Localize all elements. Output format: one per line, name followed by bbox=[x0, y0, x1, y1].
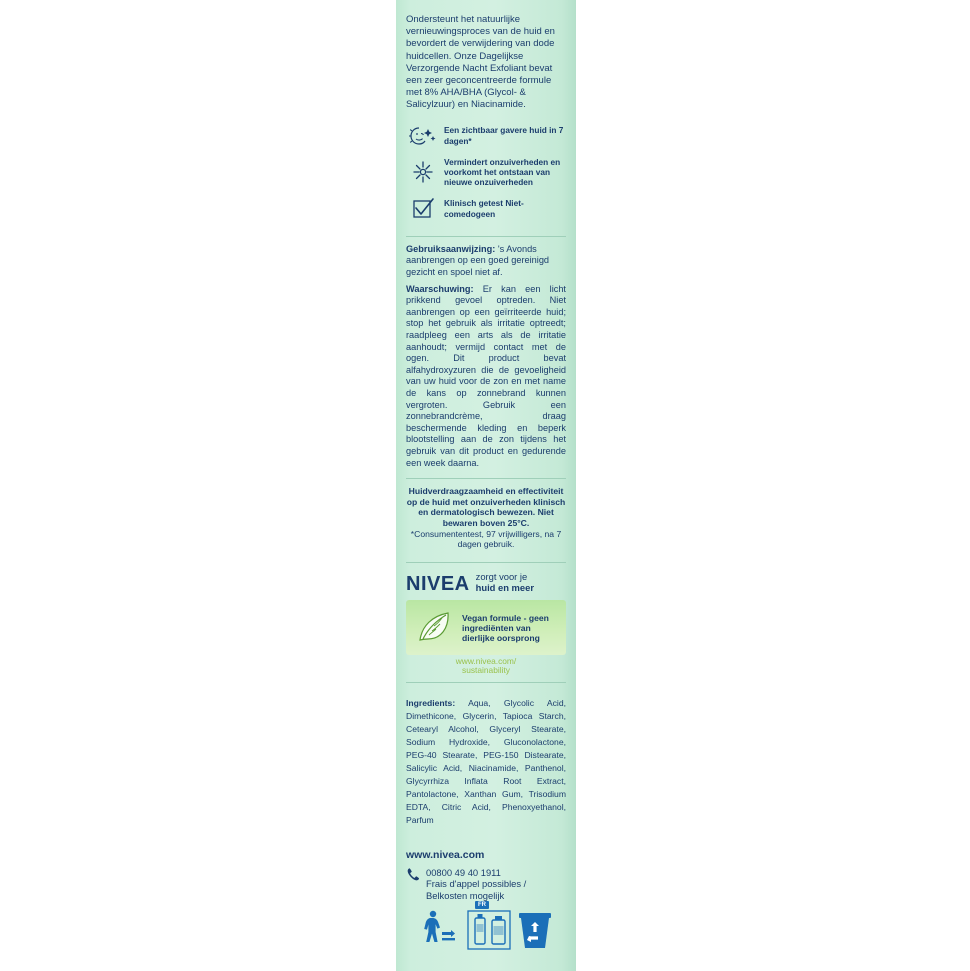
benefit-item bbox=[406, 123, 566, 149]
benefit-label: Vermindert onzuiverheden en voorkomt het ontstaan van nieuwe onzuiverheden bbox=[444, 156, 561, 188]
sun-burst-icon bbox=[406, 159, 440, 185]
recycling-bin-icon bbox=[518, 912, 552, 955]
ingredients-list bbox=[406, 697, 566, 827]
tidy-man-recycle-icon bbox=[420, 908, 460, 955]
nivea-claim-line2: huid en meer bbox=[475, 581, 534, 593]
sustainability-url[interactable] bbox=[406, 657, 566, 676]
website-url[interactable]: www.nivea.com bbox=[406, 848, 485, 861]
nivea-sustainability-panel bbox=[406, 562, 566, 683]
vegan-label: Vegan formule - geen ingrediënten van dierlijke oorsprong bbox=[462, 612, 549, 644]
benefits-list bbox=[406, 123, 566, 237]
product-carton-back-panel bbox=[396, 0, 576, 971]
clinical-footnote: *Consumententest, 97 vrijwilligers, na 7 dagen gebruik. bbox=[410, 528, 562, 550]
vegan-badge bbox=[406, 600, 566, 655]
usage-label: Gebruiksaanwijzing: bbox=[406, 243, 496, 254]
benefit-label: Klinisch getest Niet-comedogeen bbox=[444, 198, 524, 219]
contact-text bbox=[426, 867, 526, 902]
ingredients-label: Ingredients: bbox=[406, 697, 456, 708]
benefit-item bbox=[406, 196, 566, 222]
phone-note-line1: Frais d'appel possibles / bbox=[426, 878, 527, 890]
usage-instructions bbox=[406, 244, 566, 279]
phone-number: 00800 49 40 1911 bbox=[426, 866, 501, 878]
warning-text: Er kan een licht prikkend gevoel optreden. Niet aanbrengen op een geïrriteerde huid; stop het gebruik als irritatie optreedt; raadpleeg een arts als de irritatie aanhoudt; vermijd contact met de ogen. Dit product bevat alfahydroxyzuren die de gevoeligheid van uw huid voor de zon en met name de kans op zonnebrand kunnen vergroten. Gebruik een zonnebrandcrème, draag beschermende kleding en beperk blootstelling aan de zon tijdens het gebruik van dit product en gedurende een week daarna. bbox=[406, 283, 566, 468]
warning-text-block bbox=[406, 284, 566, 470]
ingredients-text: Aqua, Glycolic Acid, Dimethicone, Glycerin, Tapioca Starch, Cetearyl Alcohol, Glyceryl Stearate, Sodium Hydroxide, Gluconolactone, PEG-40 Stearate, PEG-150 Distearate, Salicylic Acid, Niacinamide, Panthenol, Glycyrrhiza Inflata Root Extract, Pantolactone, Xanthan Gum, Trisodium EDTA, Citric Acid, Phenoxyethanol, Parfum bbox=[406, 697, 566, 825]
sustainability-url-line2: sustainability bbox=[462, 665, 510, 676]
phone-note-line2: Belkosten mogelijk bbox=[426, 890, 505, 902]
nivea-logo: NIVEA bbox=[406, 572, 470, 595]
face-glow-icon bbox=[406, 123, 440, 149]
benefit-label: Een zichtbaar gavere huid in 7 dagen* bbox=[444, 125, 564, 146]
recycling-icons bbox=[406, 902, 566, 955]
nivea-claim bbox=[476, 571, 534, 594]
contact-block bbox=[406, 867, 566, 902]
benefit-item bbox=[406, 157, 566, 188]
country-tag-fr: FR bbox=[475, 901, 489, 909]
warning-label: Waarschuwing: bbox=[406, 283, 474, 294]
product-description: Ondersteunt het natuurlijke vernieuwingsproces van de huid en bevordert de verwijdering van dode huidcellen. Onze Dagelijkse Verzorgende Nacht Exfoliant bevat een zeer geconcentreerde formule met 8% AHA/BHA (Glycol- & Salicylzuur) en Niacinamide. bbox=[406, 14, 555, 111]
telephone-icon bbox=[406, 867, 421, 887]
leaf-icon bbox=[412, 606, 456, 651]
clinical-bold-text: Huidverdraagzaamheid en effectiviteit op de huid met onzuiverheden klinisch en dermatologisch bewezen. Niet bewaren boven 25°C. bbox=[406, 486, 566, 528]
sustainability-url-line1: www.nivea.com/ bbox=[455, 655, 517, 666]
clinical-claims bbox=[406, 478, 566, 550]
packaging-sort-icon bbox=[467, 902, 511, 955]
checkbox-tick-icon bbox=[406, 196, 440, 222]
nivea-claim-row bbox=[406, 571, 566, 594]
usage-text: 's Avonds aanbrengen op een goed gereinigd gezicht en spoel niet af. bbox=[406, 243, 550, 278]
nivea-claim-line1: zorgt voor je bbox=[475, 570, 528, 582]
